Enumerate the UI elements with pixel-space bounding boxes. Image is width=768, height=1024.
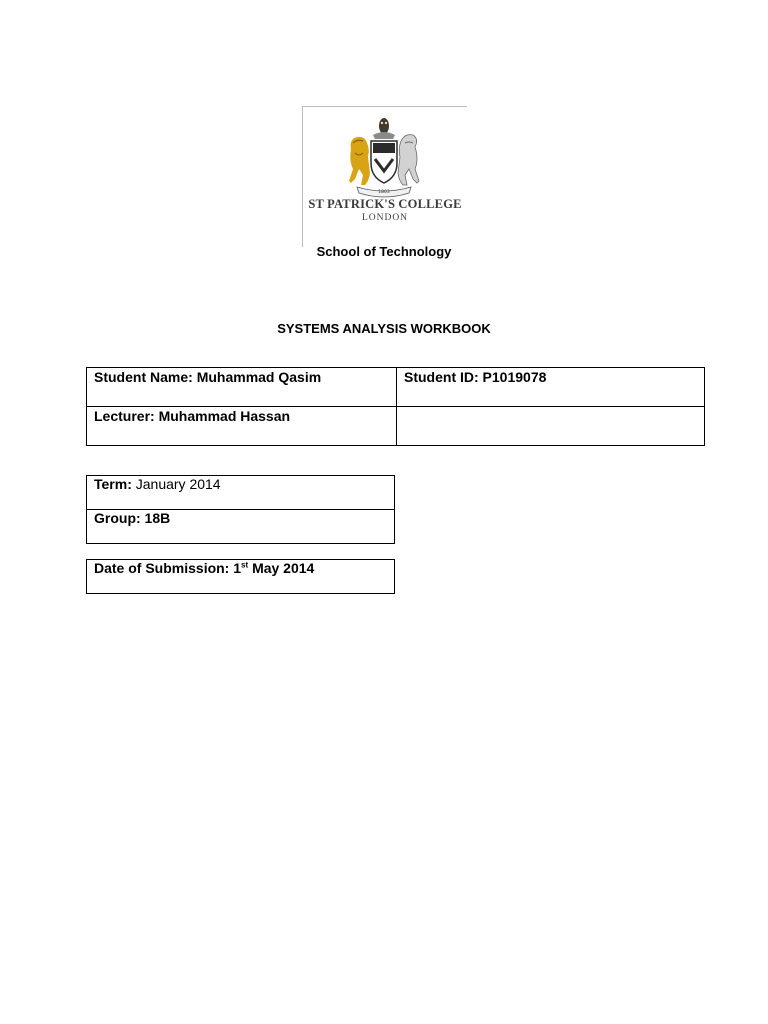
group-label: Group:	[94, 510, 141, 526]
term-label: Term:	[94, 476, 132, 492]
student-id-label: Student ID:	[404, 369, 479, 385]
student-id-value: P1019078	[482, 369, 547, 385]
submission-month-year: May 2014	[252, 560, 315, 576]
group-value: 18B	[144, 510, 171, 526]
logo-college-name: ST PATRICK'S COLLEGE	[308, 197, 462, 211]
lecturer-label: Lecturer:	[94, 408, 155, 424]
crest-year: 1803	[378, 190, 390, 195]
group-cell	[87, 510, 395, 544]
lecturer-cell	[87, 407, 397, 446]
table-row	[87, 560, 395, 594]
term-value: January 2014	[135, 476, 221, 492]
college-logo	[302, 106, 467, 247]
submission-day: 1	[233, 560, 242, 576]
student-info-table	[86, 367, 705, 446]
document-title: SYSTEMS ANALYSIS WORKBOOK	[277, 321, 491, 336]
submission-label: Date of Submission:	[94, 560, 230, 576]
table-row	[87, 476, 395, 510]
table-row	[87, 368, 705, 407]
student-name-label: Student Name:	[94, 369, 193, 385]
logo-city: LONDON	[361, 213, 409, 223]
student-name-value: Muhammad Qasim	[196, 369, 322, 385]
student-name-cell	[87, 368, 397, 407]
table-row	[87, 407, 705, 446]
term-group-table	[86, 475, 395, 544]
school-name: School of Technology	[316, 244, 452, 259]
submission-day-suffix: st	[241, 560, 249, 570]
college-crest-icon	[343, 113, 425, 199]
submission-cell	[87, 560, 395, 594]
student-id-cell	[397, 368, 705, 407]
lecturer-value: Muhammad Hassan	[158, 408, 291, 424]
table-row	[87, 510, 395, 544]
submission-table	[86, 559, 395, 594]
term-cell	[87, 476, 395, 510]
empty-cell	[397, 407, 705, 446]
